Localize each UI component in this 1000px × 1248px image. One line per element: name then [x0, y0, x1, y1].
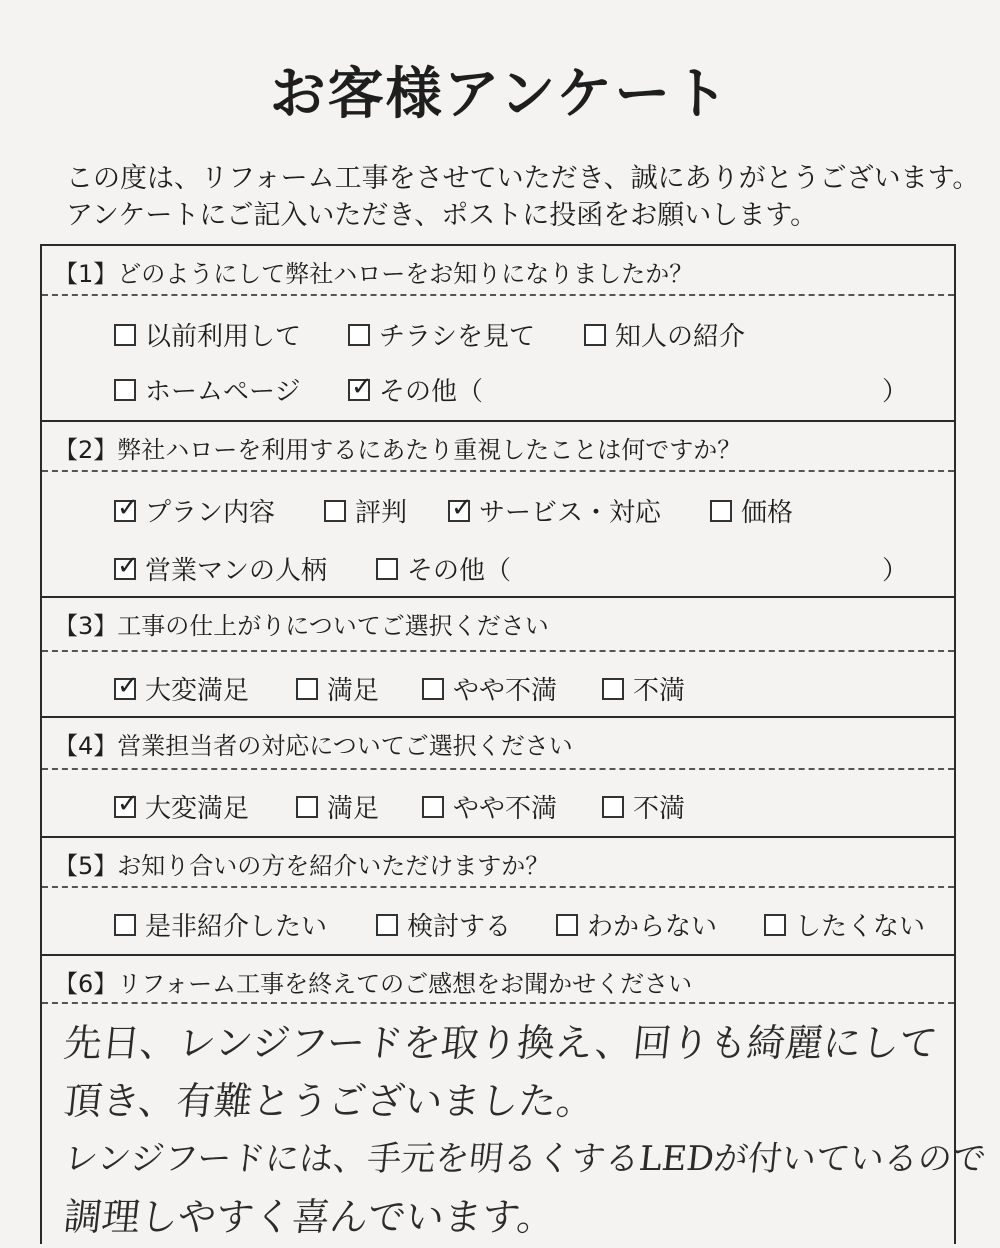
option-label: 評判	[355, 498, 408, 528]
handwritten-answer-line: レンジフードには、手元を明るくするLEDが付いているので	[61, 1139, 989, 1179]
option-checkbox[interactable]	[422, 788, 557, 825]
option-checkbox[interactable]	[114, 371, 300, 408]
option-checkbox[interactable]	[114, 906, 327, 943]
option-label: その他（	[407, 556, 512, 586]
checkbox[interactable]	[710, 500, 732, 522]
option-label: その他（	[379, 377, 484, 407]
option-label: チラシを見て	[379, 322, 536, 352]
checkbox[interactable]	[584, 324, 606, 346]
handwritten-answer-line: 頂き、有難とうございました。	[61, 1079, 597, 1123]
option-label: 不満	[633, 676, 686, 706]
option-label: 大変満足	[145, 676, 250, 706]
option-checkbox[interactable]	[114, 788, 249, 825]
option-label: 知人の紹介	[615, 322, 746, 352]
question-1	[42, 246, 954, 420]
question-6	[42, 954, 989, 1248]
divider	[42, 1002, 954, 1004]
option-label: プラン内容	[145, 498, 276, 528]
intro-line: この度は、リフォーム工事をさせていただき、誠にありがとうございます。	[66, 163, 980, 194]
handwritten-answer-line: 調理しやすく喜んでいます。	[61, 1195, 558, 1239]
option-label: 満足	[327, 794, 380, 824]
checkbox[interactable]	[376, 558, 398, 580]
intro-text	[66, 160, 980, 234]
option-checkbox[interactable]	[348, 371, 483, 408]
option-label: したくない	[795, 912, 926, 942]
survey-form	[40, 244, 989, 1244]
option-label: 営業マンの人柄	[145, 556, 328, 586]
option-checkbox[interactable]	[556, 906, 717, 943]
option-label: 大変満足	[145, 794, 250, 824]
question-2	[42, 420, 954, 598]
option-label: やや不満	[453, 794, 558, 824]
divider	[42, 294, 954, 296]
option-label: 是非紹介したい	[145, 912, 328, 942]
option-label: やや不満	[453, 676, 558, 706]
checkbox[interactable]	[602, 678, 624, 700]
divider	[42, 650, 954, 652]
divider	[42, 470, 954, 472]
paren-close: ）	[881, 377, 908, 407]
option-checkbox[interactable]	[114, 670, 249, 707]
checkbox[interactable]	[324, 500, 346, 522]
question-heading: 【5】お知り合いの方を紹介いただけますか？	[54, 852, 550, 880]
option-checkbox[interactable]	[584, 316, 745, 353]
option-checkbox[interactable]	[376, 906, 511, 943]
checkbox[interactable]	[602, 796, 624, 818]
option-checkbox[interactable]	[376, 550, 511, 587]
option-checkbox[interactable]	[764, 906, 925, 943]
checkbox[interactable]	[114, 500, 136, 522]
option-checkbox[interactable]	[422, 670, 557, 707]
option-checkbox[interactable]	[114, 550, 327, 587]
divider	[42, 886, 954, 888]
question-3	[42, 596, 954, 718]
divider	[42, 768, 954, 770]
question-heading: 【1】どのようにして弊社ハローをお知りになりましたか？	[54, 260, 694, 288]
checkbox[interactable]	[114, 678, 136, 700]
question-4	[42, 716, 954, 838]
question-heading: 【4】営業担当者の対応についてご選択ください	[54, 732, 573, 760]
option-label: 以前利用して	[145, 322, 302, 352]
checkbox[interactable]	[422, 678, 444, 700]
checkbox[interactable]	[764, 914, 786, 936]
option-label: サービス・対応	[479, 498, 662, 528]
option-checkbox[interactable]	[296, 788, 379, 825]
checkbox[interactable]	[448, 500, 470, 522]
option-label: 価格	[741, 498, 794, 528]
option-checkbox[interactable]	[710, 492, 793, 529]
option-checkbox[interactable]	[324, 492, 407, 529]
checkbox[interactable]	[296, 678, 318, 700]
checkbox[interactable]	[422, 796, 444, 818]
page-title: お客様アンケート	[269, 62, 731, 127]
option-checkbox[interactable]	[296, 670, 379, 707]
option-label: 検討する	[407, 912, 512, 942]
intro-line: アンケートにご記入いただき、ポストに投函をお願いします。	[66, 200, 818, 231]
checkbox[interactable]	[114, 914, 136, 936]
option-checkbox[interactable]	[348, 316, 535, 353]
option-checkbox[interactable]	[602, 788, 685, 825]
checkbox[interactable]	[114, 796, 136, 818]
option-label: わからない	[587, 912, 718, 942]
question-5	[42, 836, 954, 956]
option-label: 不満	[633, 794, 686, 824]
option-checkbox[interactable]	[114, 316, 301, 353]
checkbox[interactable]	[114, 324, 136, 346]
question-heading: 【3】工事の仕上がりについてご選択ください	[54, 612, 549, 640]
option-label: 満足	[327, 676, 380, 706]
question-heading: 【6】リフォーム工事を終えてのご感想をお聞かせください	[54, 970, 693, 998]
handwritten-answer-line: 先日、レンジフードを取り換え、回りも綺麗にして	[61, 1021, 940, 1065]
checkbox[interactable]	[556, 914, 578, 936]
option-checkbox[interactable]	[602, 670, 685, 707]
checkbox[interactable]	[348, 324, 370, 346]
option-checkbox[interactable]	[114, 492, 275, 529]
option-checkbox[interactable]	[448, 492, 661, 529]
checkbox[interactable]	[376, 914, 398, 936]
option-label: ホームページ	[145, 377, 301, 407]
checkbox[interactable]	[296, 796, 318, 818]
question-heading: 【2】弊社ハローを利用するにあたり重視したことは何ですか？	[54, 436, 742, 464]
paren-close: ）	[881, 556, 908, 586]
checkbox[interactable]	[114, 558, 136, 580]
checkbox[interactable]	[114, 379, 136, 401]
checkbox[interactable]	[348, 379, 370, 401]
